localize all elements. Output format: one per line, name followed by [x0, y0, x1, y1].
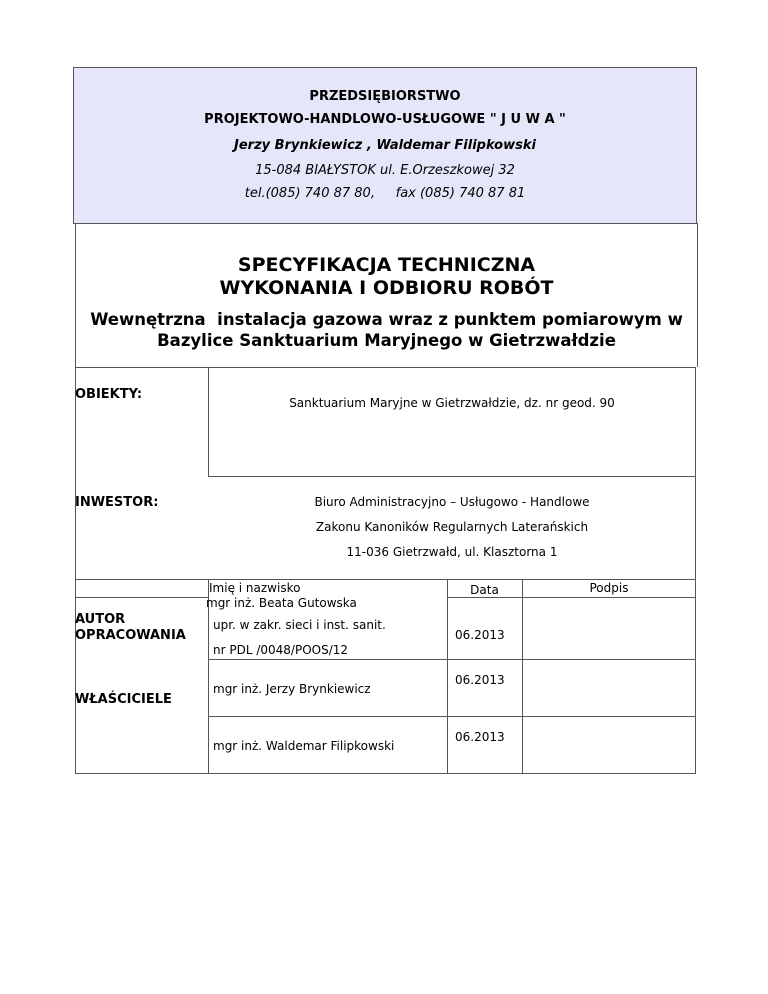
company-address: 15-084 BIAŁYSTOK ul. E.Orzeszkowej 32: [255, 163, 515, 178]
border-left: [75, 367, 76, 774]
autor-label: AUTOR: [75, 612, 126, 627]
company-owners: Jerzy Brynkiewicz , Waldemar Filipkowski: [234, 138, 536, 153]
col-header-date: Data: [470, 583, 499, 597]
divider: [208, 476, 696, 477]
divider: [75, 367, 696, 368]
autor-license-number: nr PDL /0048/POOS/12: [213, 643, 349, 657]
title-block: [75, 223, 698, 367]
col-header-name: Imię i nazwisko: [209, 581, 301, 595]
divider-vertical: [522, 579, 523, 774]
inwestor-line3: 11-036 Gietrzwałd, ul. Klasztorna 1: [346, 545, 558, 559]
border-right: [695, 367, 696, 774]
divider: [75, 773, 696, 774]
doc-title-line1: SPECYFIKACJA TECHNICZNA: [237, 254, 536, 276]
doc-title-line2: WYKONANIA I ODBIORU ROBÓT: [219, 277, 554, 299]
autor-name: mgr inż. Beata Gutowska: [206, 596, 357, 610]
owner2-name: mgr inż. Waldemar Filipkowski: [213, 739, 395, 753]
divider: [208, 716, 696, 717]
divider: [208, 659, 696, 660]
owner1-date: 06.2013: [455, 673, 505, 687]
divider: [447, 597, 696, 598]
divider: [75, 597, 209, 598]
inwestor-line2: Zakonu Kanoników Regularnych Laterańskich: [315, 520, 589, 534]
company-phone-fax: tel.(085) 740 87 80, fax (085) 740 87 81: [244, 186, 526, 201]
owner1-name: mgr inż. Jerzy Brynkiewicz: [213, 682, 371, 696]
owner2-date: 06.2013: [455, 730, 505, 744]
company-name: PROJEKTOWO-HANDLOWO-USŁUGOWE " J U W A ": [204, 112, 566, 127]
obiekty-label: OBIEKTY:: [75, 387, 143, 402]
autor-date: 06.2013: [455, 628, 505, 642]
col-header-sign: Podpis: [589, 581, 629, 595]
doc-subtitle-line1: Wewnętrzna instalacja gazowa wraz z punktem pomiarowym w: [90, 310, 683, 329]
company-header: [73, 67, 697, 224]
inwestor-line1: Biuro Administracyjno – Usługowo - Handlowe: [314, 495, 590, 509]
divider-vertical: [208, 367, 209, 477]
autor-qualification: upr. w zakr. sieci i inst. sanit.: [213, 618, 386, 632]
obiekty-value: Sanktuarium Maryjne w Gietrzwałdzie, dz. nr geod. 90: [289, 396, 615, 410]
doc-subtitle-line2: Bazylice Sanktuarium Maryjnego w Gietrzwałdzie: [157, 331, 616, 350]
wlasciciele-label: WŁAŚCICIELE: [75, 692, 172, 707]
inwestor-label: INWESTOR:: [75, 495, 159, 510]
divider-vertical: [447, 579, 448, 774]
company-type: PRZEDSIĘBIORSTWO: [309, 89, 461, 104]
divider: [75, 579, 696, 580]
autor-label-2: OPRACOWANIA: [75, 628, 186, 643]
